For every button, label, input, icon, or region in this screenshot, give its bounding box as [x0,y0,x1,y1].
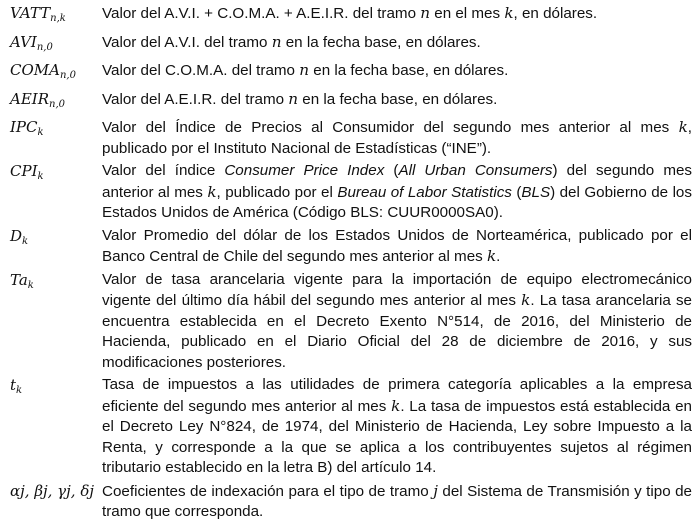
definition-row [10,3,692,30]
definition-row [10,117,692,159]
definition-text: Valor del A.E.I.R. del tramo n en la fecha base, en dólares. [102,89,498,108]
definition-text: Valor Promedio del dólar de los Estados Unidos de Norteamérica, publicado por el Banco Central de Chile del segundo mes anterior al mes k. [102,226,692,265]
definition-row [10,89,692,116]
symbol-subscript: k [22,235,29,247]
symbol: $AVI_{n,0}$ [10,32,53,53]
definitions-list [10,3,692,525]
definition-row [10,161,692,224]
symbol: $IPC_k$ [10,118,44,138]
symbol-subscript: n,0 [36,41,53,53]
symbol: $t_k$ [10,376,23,396]
symbol-subscript: k [16,385,23,396]
definition-row [10,270,692,374]
symbol-subscript: n,k [50,13,66,24]
definition-row [10,375,692,479]
definition-text: Valor del C.O.M.A. del tramo n en la fecha base, en dólares. [102,61,509,79]
definition-row [10,60,692,87]
symbol-subscript: k [37,171,44,182]
symbol-subscript: n,0 [59,70,76,81]
symbol-subscript: k [37,127,44,138]
definition-row [10,32,692,59]
definition-text: Valor del Índice de Precios al Consumidor del segundo mes anterior al mes k, publicado por el Instituto Nacional de Estadísticas (“INE”). [102,118,692,157]
symbol: $CPI_k$ [10,162,44,182]
definition-text: Valor del A.V.I. del tramo n en la fecha base, en dólares. [102,32,481,51]
definition-text: Valor del índice Consumer Price Index (All Urban Consumers) del segundo mes anterior al mes k, publicado por el Bureau of Labor Statistics (BLS) del Gobierno de los Estados Unidos de América (Código BLS: CUUR0000SA0). [102,162,693,221]
symbol: αj, βj, γj, δj [10,481,95,500]
symbol-subscript: n,0 [49,98,65,110]
definition-row [10,226,692,268]
symbol-subscript: k [27,279,34,291]
definition-text: Tasa de impuestos a las utilidades de primera categoría aplicables a la empresa eficiente del segundo mes anterior al mes k. La tasa de impuestos está establecida en el Decreto Ley N°824, de 1974, del Ministerio de Hacienda, Ley sobre Impuesto a la Renta, y corresponde a la que se aplica a los contribuyentes sujetos al régimen tributario establecido en la letra B) del artículo 14. [102,376,692,476]
definition-row [10,481,692,523]
symbol: $D_k$ [10,226,29,247]
symbol: $VATT_{n,k}$ [10,4,66,24]
definition-text: Valor del A.V.I. + C.O.M.A. + A.E.I.R. del tramo n en el mes k, en dólares. [102,4,598,22]
definition-text: Coeficientes de indexación para el tipo de tramo j del Sistema de Transmisión y tipo de tramo que corresponda. [102,481,692,520]
symbol: $AEIR_{n,0}$ [10,89,65,110]
symbol: $Ta_k$ [10,270,34,291]
symbol: $COMA_{n,0}$ [10,61,76,81]
definition-text: Valor de tasa arancelaria vigente para la importación de equipo electromecánico vigente del último día hábil del segundo mes anterior al mes k. La tasa arancelaria se encuentra establecida en el Decreto Exento N°514, de 2016, del Ministerio de Hacienda, publicado en el Diario Oficial del 28 de diciembre de 2016, y sus modificaciones posteriores. [102,270,693,371]
